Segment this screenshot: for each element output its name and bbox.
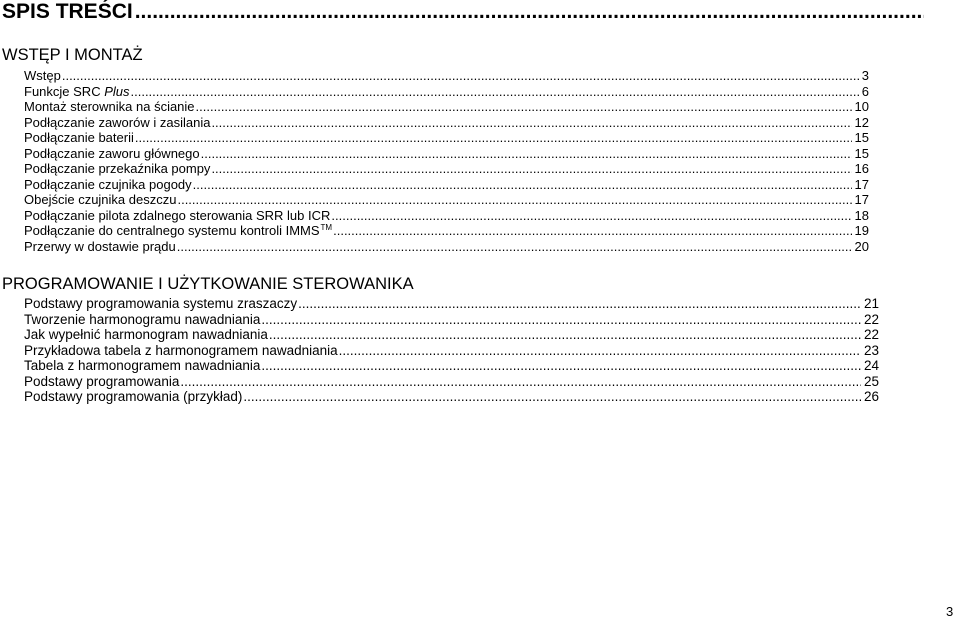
dot-leader [330, 208, 851, 224]
dot-leader [195, 99, 852, 115]
entry-page: 23 [863, 342, 879, 358]
dot-leader [210, 161, 851, 177]
entry-label: Podłączanie zaworu głównego [24, 145, 200, 161]
toc-entry[interactable] [24, 327, 879, 343]
dot-leader [200, 146, 852, 162]
entry-page: 26 [863, 389, 879, 404]
toc-entry[interactable] [24, 343, 879, 359]
dot-leader [134, 130, 852, 146]
dot-leader [332, 223, 851, 239]
entry-label: Podstawy programowania (przykład) [24, 389, 243, 404]
dot-leader [176, 239, 852, 255]
entry-label [24, 223, 332, 239]
entry-label: Tabela z harmonogramem nawadniania [24, 358, 261, 373]
entry-page: 22 [863, 311, 879, 327]
entry-page: 21 [863, 296, 879, 311]
toc-entry[interactable] [24, 146, 869, 162]
toc-entry[interactable] [24, 296, 879, 312]
toc-entry[interactable] [24, 130, 869, 146]
toc-entry[interactable] [24, 192, 869, 208]
entry-page: 19 [854, 223, 869, 238]
entry-label-text: Podłączanie do centralnego systemu kontroli IMMS [24, 223, 320, 238]
entry-page: 15 [854, 130, 869, 145]
dot-leader [179, 374, 861, 390]
dot-leader [130, 84, 859, 100]
toc-entry[interactable] [24, 99, 869, 115]
entry-label: Podłączanie zaworów i zasilania [24, 114, 211, 130]
toc-entry[interactable] [24, 358, 879, 374]
entry-label: Podłączanie baterii [24, 130, 134, 145]
entry-page: 18 [854, 207, 869, 223]
toc-title-leader [135, 0, 924, 24]
entry-label [24, 84, 130, 100]
entry-page: 3 [861, 68, 869, 83]
toc-entry[interactable] [24, 374, 879, 390]
entry-page: 17 [854, 192, 869, 207]
dot-leader [260, 358, 861, 374]
entry-page: 6 [861, 83, 869, 99]
entry-label: Podłączanie czujnika pogody [24, 176, 192, 192]
entry-label: Podstawy programowania systemu zraszaczy [24, 296, 298, 311]
entry-label: Montaż sterownika na ścianie [24, 99, 195, 114]
entry-page: 22 [863, 327, 879, 342]
entry-label-italic: Plus [104, 83, 130, 99]
entry-label: Wstęp [24, 68, 61, 83]
toc-title-text: SPIS TREŚCI [2, 0, 133, 23]
page-number: 3 [946, 604, 954, 619]
toc-entry[interactable] [24, 161, 869, 177]
entry-label: Przykładowa tabela z harmonogramem nawadniania [24, 342, 338, 358]
dot-leader [242, 389, 861, 405]
dot-leader [210, 115, 851, 131]
entry-page: 17 [854, 176, 869, 192]
toc-entry[interactable] [24, 239, 869, 255]
toc-entry[interactable] [24, 223, 869, 239]
entry-label: Przerwy w dostawie prądu [24, 238, 176, 254]
toc-entry[interactable] [24, 177, 869, 193]
entry-page: 10 [854, 99, 869, 114]
dot-leader [61, 68, 859, 84]
entry-label: Tworzenie harmonogramu nawadniania [24, 311, 261, 327]
toc-entry[interactable] [24, 115, 869, 131]
section-heading: WSTĘP I MONTAŻ [2, 46, 143, 64]
toc-entry[interactable] [24, 208, 869, 224]
trademark-superscript: TM [320, 223, 333, 232]
entry-page: 24 [863, 358, 879, 373]
dot-leader [297, 296, 861, 312]
entry-label: Obejście czujnika deszczu [24, 192, 177, 207]
dot-leader [176, 192, 851, 208]
toc-entry[interactable] [24, 312, 879, 328]
section-heading: PROGRAMOWANIE I UŻYTKOWANIE STEROWANIKA [2, 275, 414, 293]
dot-leader [260, 312, 861, 328]
entry-label: Podłączanie przekaźnika pompy [24, 161, 211, 176]
dot-leader [192, 177, 852, 193]
dot-leader [338, 343, 861, 359]
entry-page: 15 [854, 145, 869, 161]
entry-page: 12 [854, 114, 869, 130]
toc-entry[interactable] [24, 68, 869, 84]
dot-leader [268, 327, 861, 343]
entry-page: 16 [854, 161, 869, 176]
entry-label: Podłączanie pilota zdalnego sterowania SRR lub ICR [24, 207, 331, 223]
entry-label: Podstawy programowania [24, 373, 180, 389]
entry-label-text: Funkcje SRC [24, 83, 105, 99]
toc-entry[interactable] [24, 84, 869, 100]
entry-page: 20 [854, 238, 869, 254]
toc-title [2, 0, 924, 24]
toc-entry[interactable] [24, 389, 879, 405]
entry-label: Jak wypełnić harmonogram nawadniania [24, 327, 268, 342]
entry-page: 25 [863, 373, 879, 389]
